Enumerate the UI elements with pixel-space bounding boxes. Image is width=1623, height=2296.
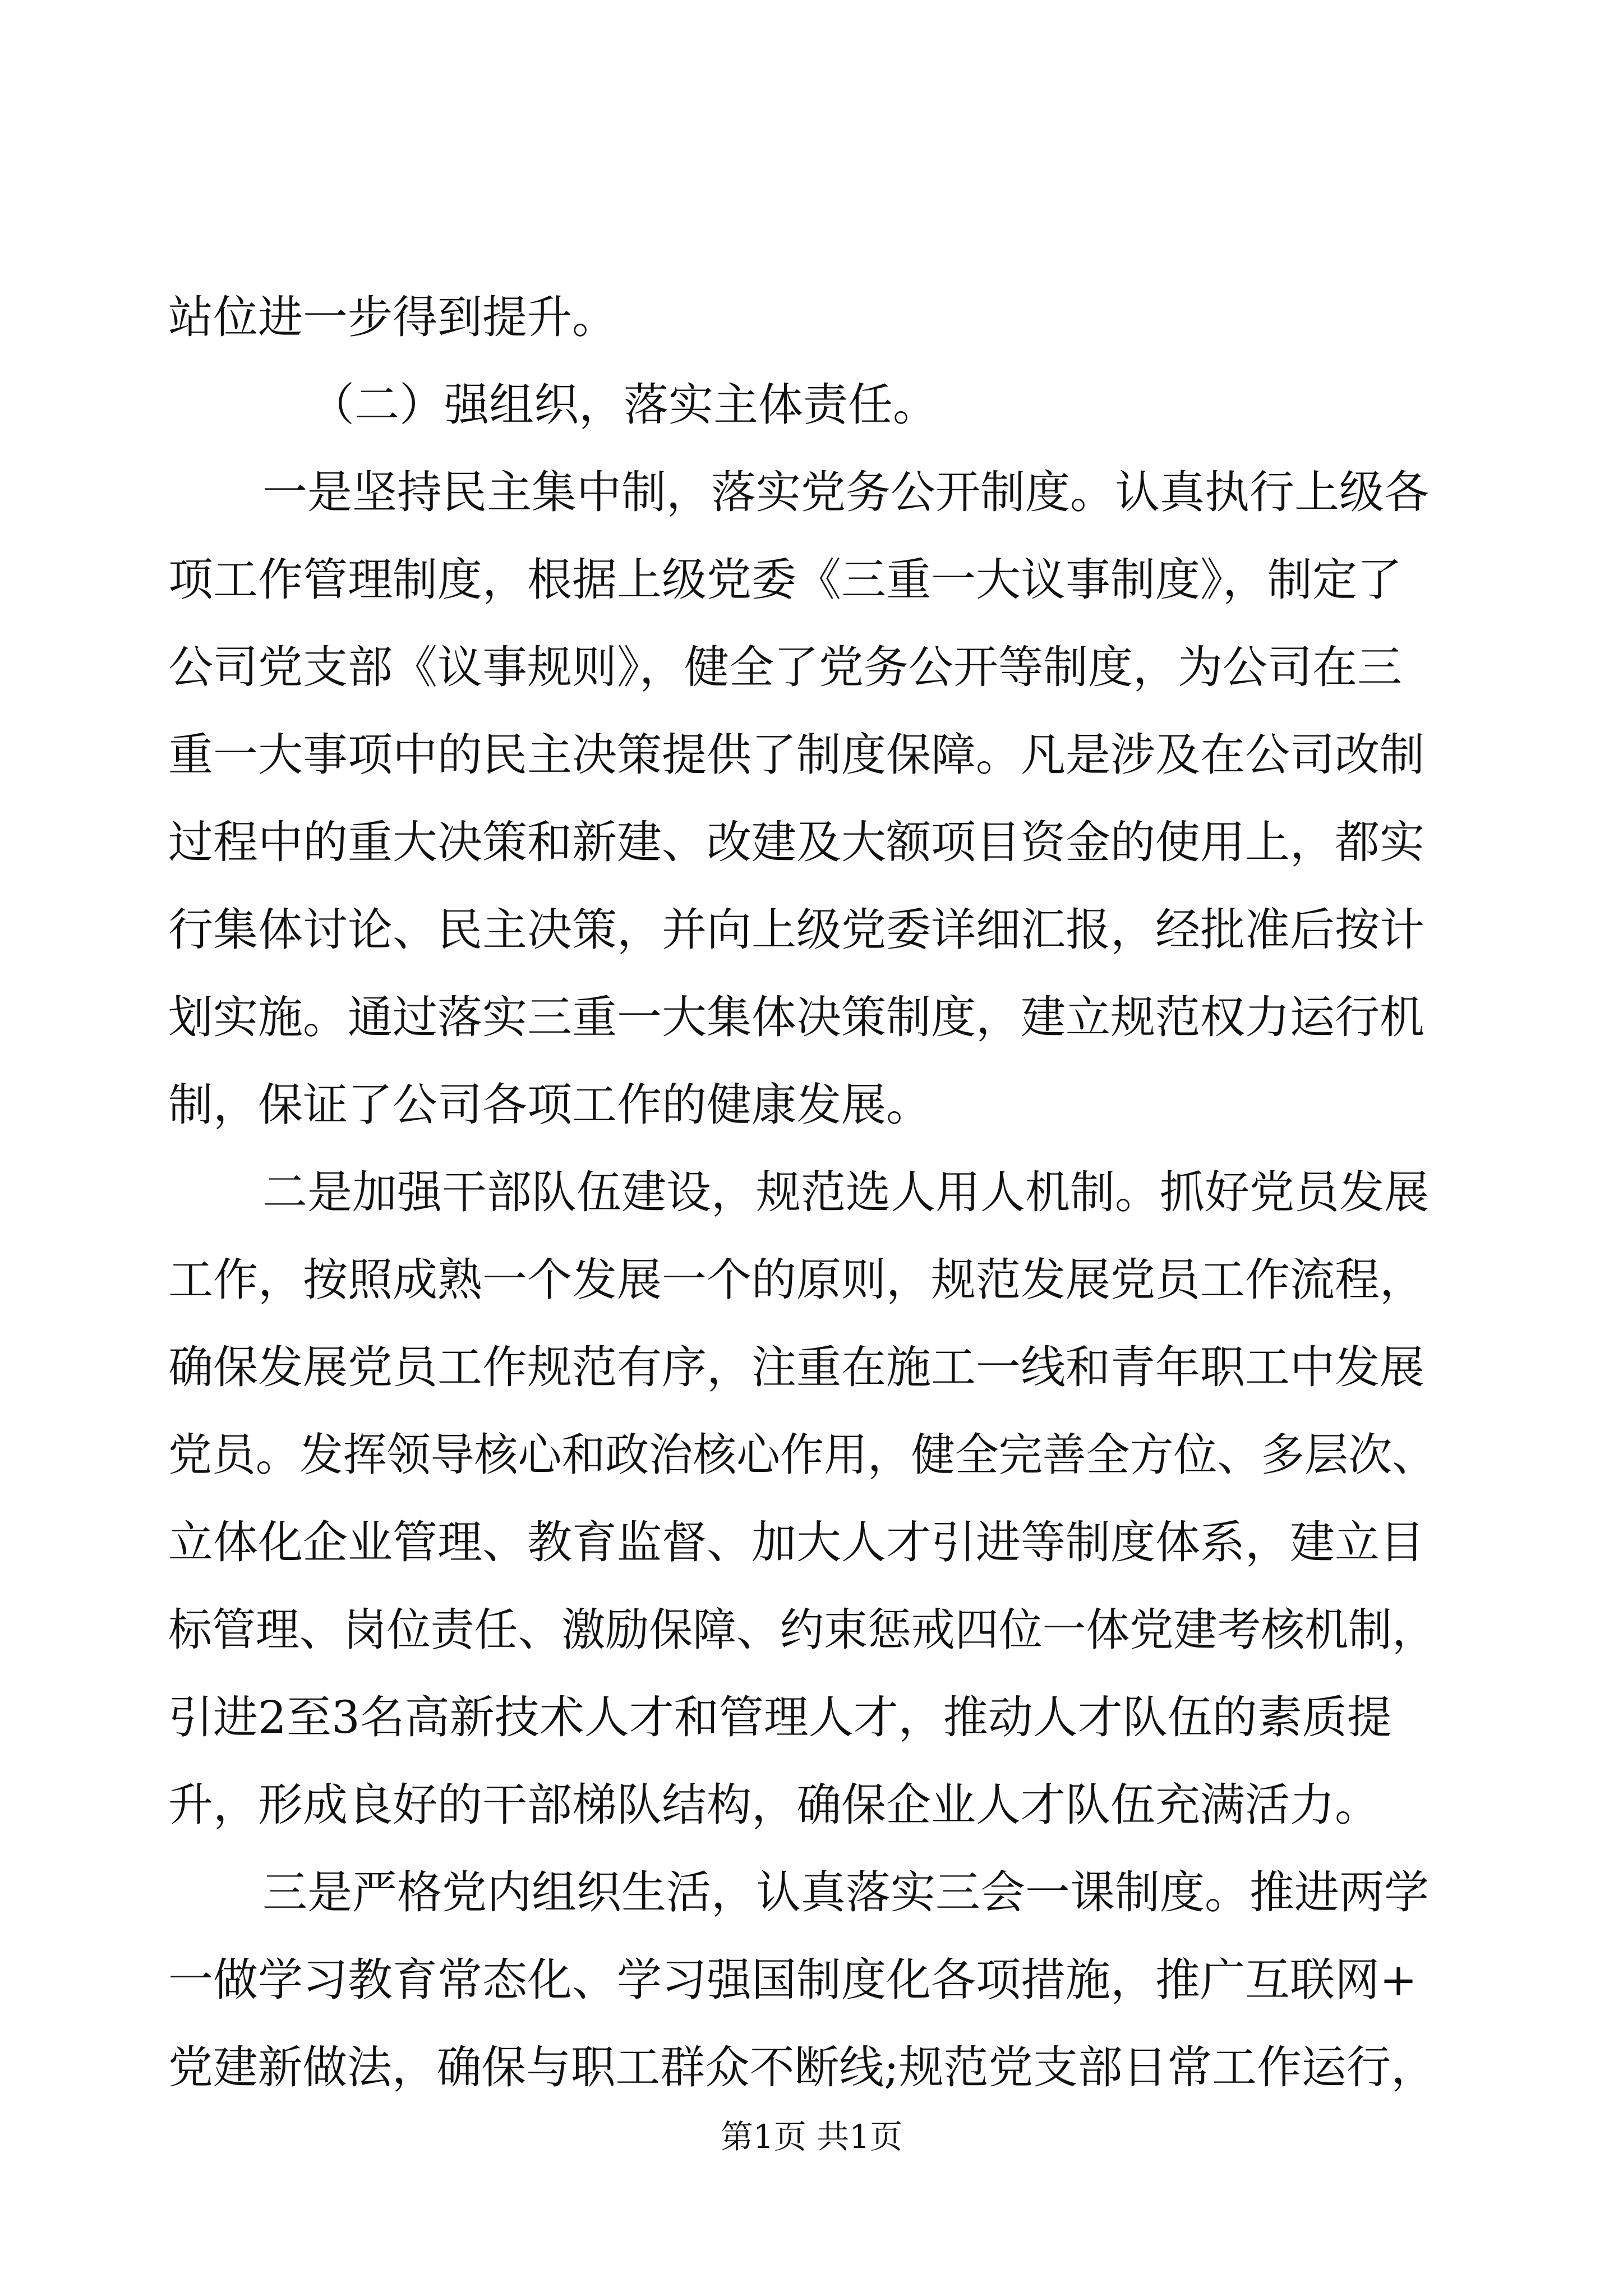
text-line: 项工作管理制度，根据上级党委《三重一大议事制度》，制定了 xyxy=(168,554,1402,606)
text-line: 一做学习教育常态化、学习强国制度化各项措施，推广互联网+ xyxy=(168,1954,1418,2006)
text-line: 二是加强干部队伍建设，规范选人用人机制。抓好党员发展 xyxy=(262,1166,1429,1218)
text-line: 立体化企业管理、教育监督、加大人才引进等制度体系，建立目 xyxy=(168,1516,1424,1568)
text-line: 三是严格党内组织生活，认真落实三会一课制度。推进两学 xyxy=(262,1866,1429,1918)
text-line: 公司党支部《议事规则》，健全了党务公开等制度，为公司在三 xyxy=(168,641,1402,693)
text-line: 行集体讨论、民主决策，并向上级党委详细汇报，经批准后按计 xyxy=(168,904,1424,956)
text-line: 一是坚持民主集中制，落实党务公开制度。认真执行上级各 xyxy=(262,466,1429,518)
text-line: 重一大事项中的民主决策提供了制度保障。凡是涉及在公司改制 xyxy=(168,729,1424,781)
text-line: 过程中的重大决策和新建、改建及大额项目资金的使用上，都实 xyxy=(168,816,1424,868)
text-line: 站位进一步得到提升。 xyxy=(168,291,617,343)
text-line: 升，形成良好的干部梯队结构，确保企业人才队伍充满活力。 xyxy=(168,1779,1380,1831)
text-line: 制，保证了公司各项工作的健康发展。 xyxy=(168,1079,931,1131)
section-heading: （二）强组织，落实主体责任。 xyxy=(310,379,938,431)
text-line: 党建新做法，确保与职工群众不断线;规范党支部日常工作运行， xyxy=(168,2041,1436,2093)
text-line: 引进2至3名高新技术人才和管理人才，推动人才队伍的素质提 xyxy=(168,1691,1392,1743)
text-line: 划实施。通过落实三重一大集体决策制度，建立规范权力运行机 xyxy=(168,991,1424,1043)
text-line: 标管理、岗位责任、激励保障、约束惩戒四位一体党建考核机制， xyxy=(168,1604,1436,1656)
page-number-footer: 第1页 共1页 xyxy=(720,2118,903,2156)
text-line: 党员。发挥领导核心和政治核心作用，健全完善全方位、多层次、 xyxy=(168,1429,1436,1481)
text-line: 确保发展党员工作规范有序，注重在施工一线和青年职工中发展 xyxy=(168,1341,1424,1393)
text-line: 工作，按照成熟一个发展一个的原则，规范发展党员工作流程， xyxy=(168,1254,1424,1306)
